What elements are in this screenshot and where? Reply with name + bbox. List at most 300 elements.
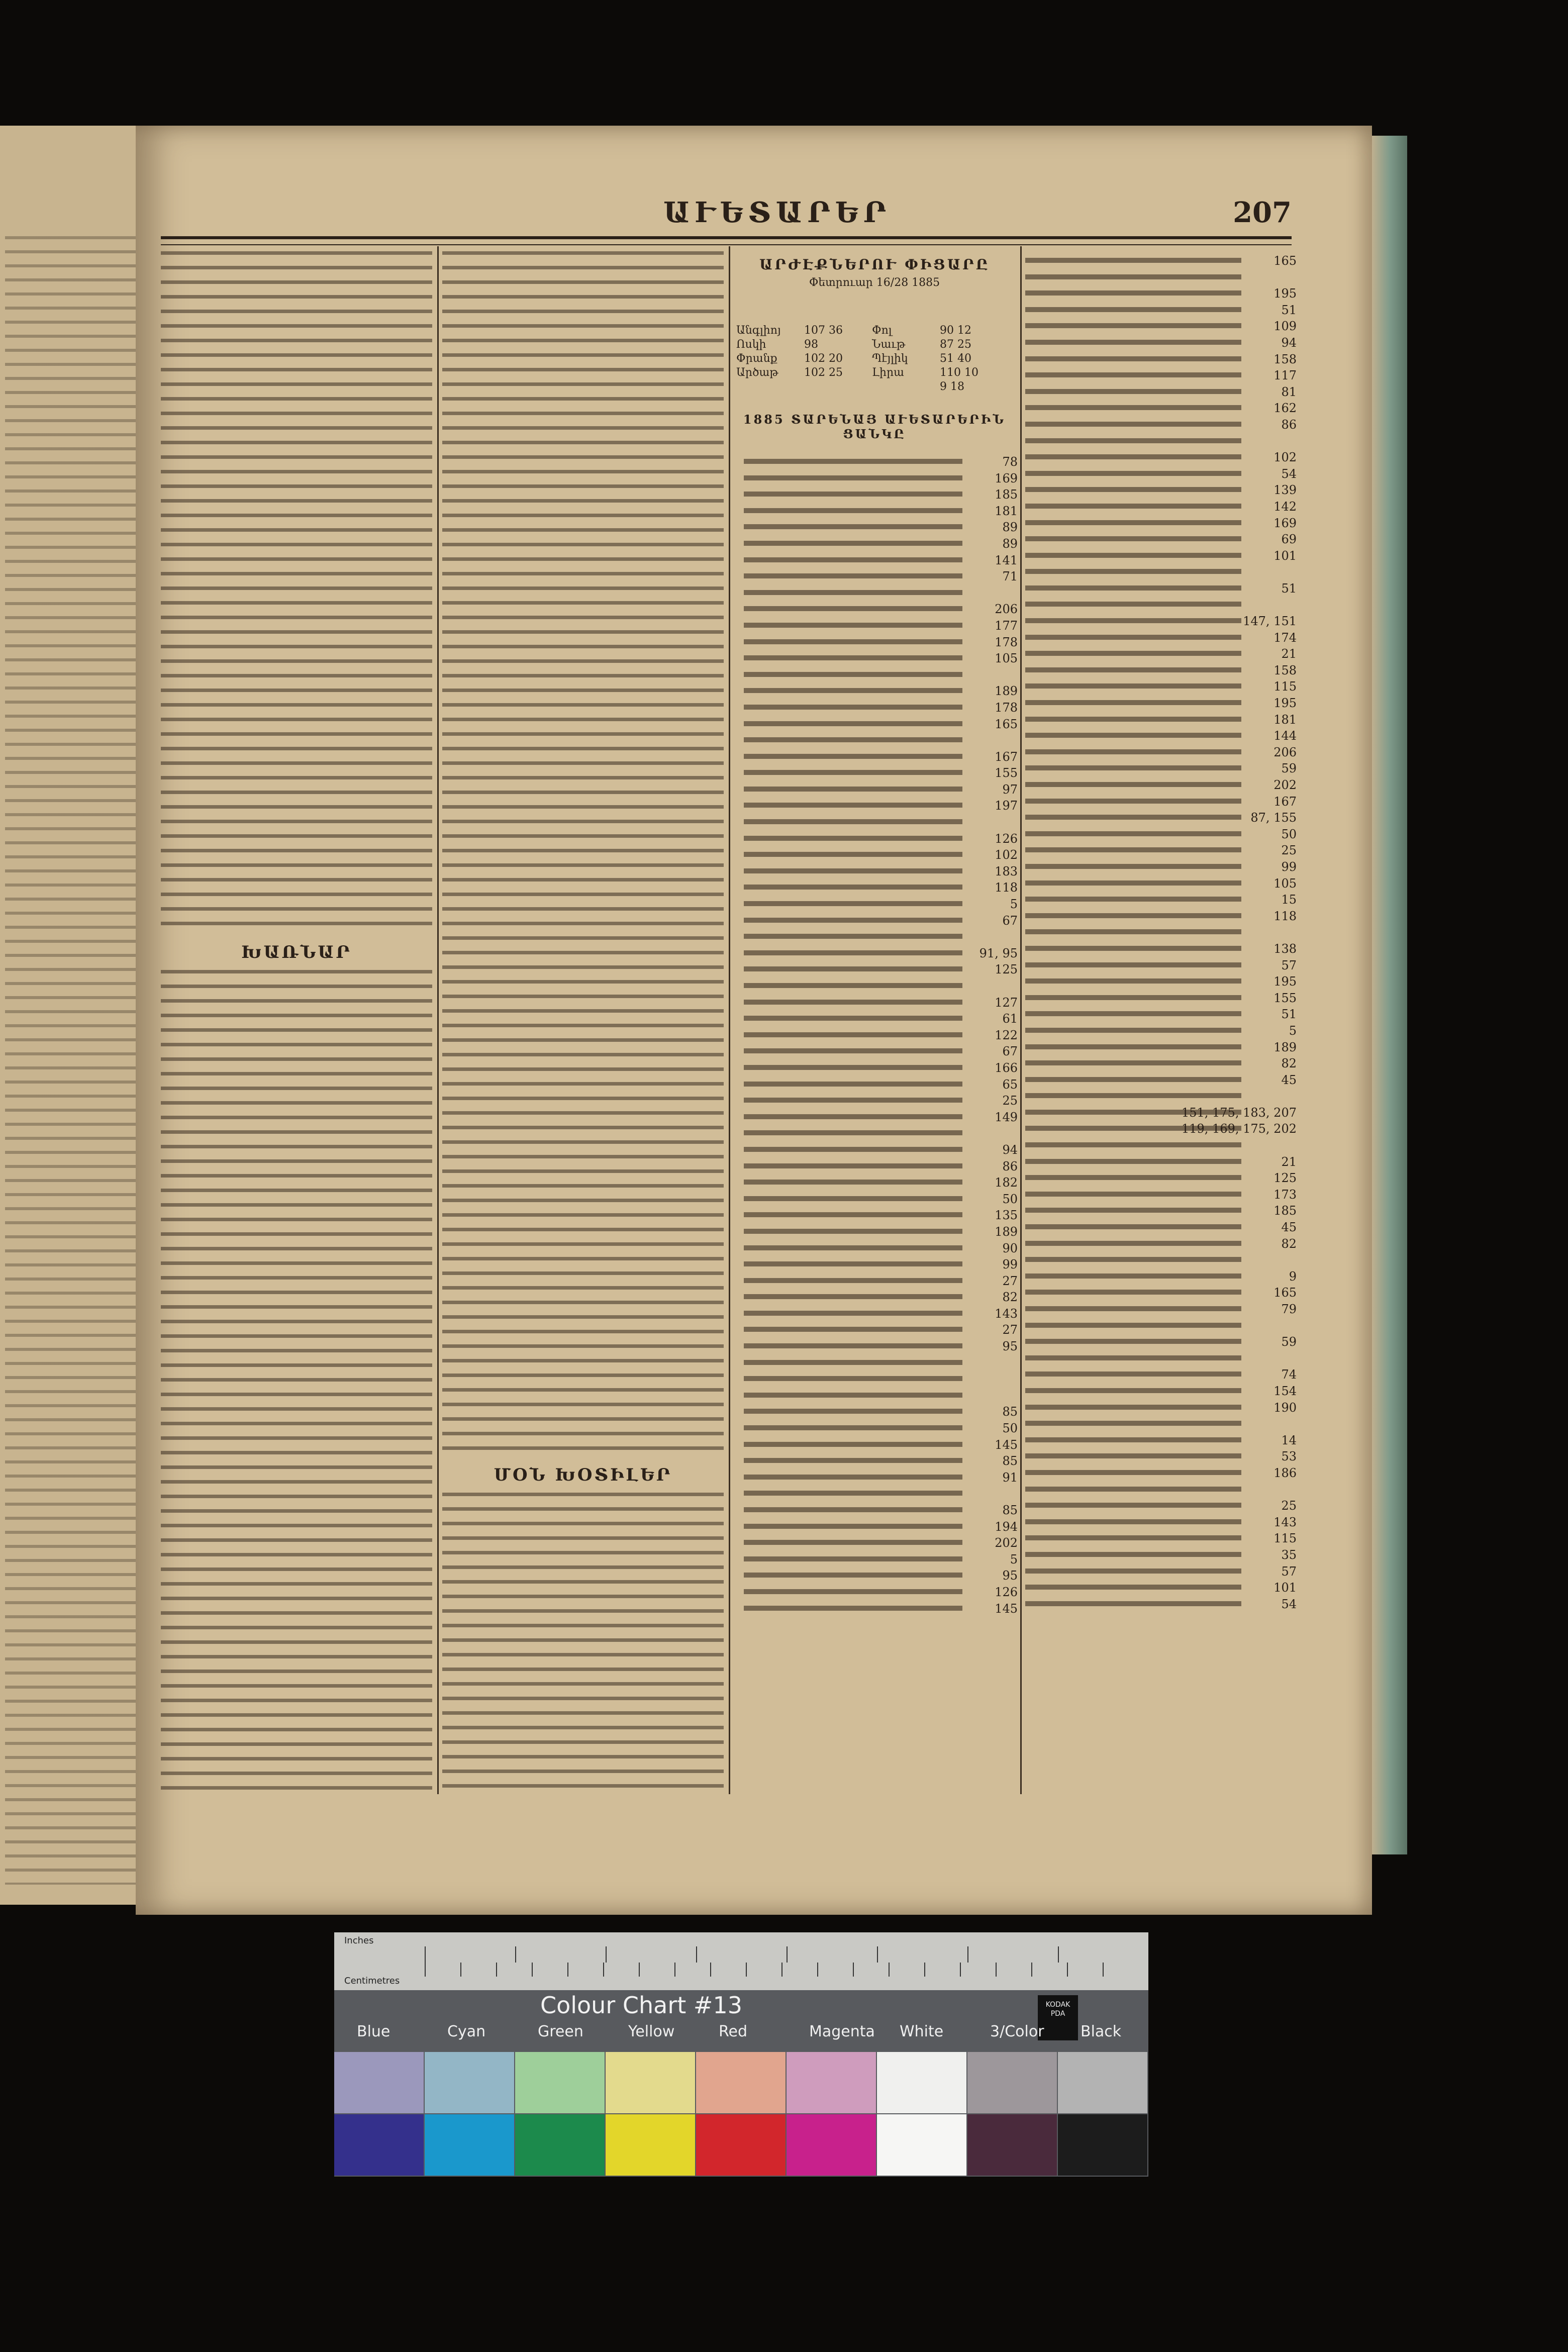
column-1 — [161, 246, 432, 1794]
index-entry — [1025, 1253, 1297, 1269]
exchange-cell: Արծաթ — [736, 366, 778, 379]
ruler-tick — [710, 1963, 711, 1977]
index-entry-page: 105 — [1273, 876, 1297, 891]
index-entry-title — [744, 1540, 962, 1545]
index-entry-page: 125 — [1273, 1171, 1297, 1186]
index-entry-page: 141 — [995, 553, 1018, 567]
index-entry — [744, 1274, 1018, 1291]
index-entry — [744, 1356, 1018, 1373]
exchange-cell — [736, 380, 804, 395]
index-entry-page: 158 — [1273, 663, 1297, 677]
index-entry — [744, 1257, 1018, 1274]
index-entry-page: 158 — [1273, 352, 1297, 366]
index-entry-page: 127 — [995, 995, 1018, 1010]
swatch-label: Cyan — [447, 2023, 486, 2040]
index-entry-title — [744, 541, 962, 546]
index-entry-page: 202 — [1273, 778, 1297, 792]
index-entry-title — [1025, 1371, 1241, 1377]
index-entry-title — [1025, 1552, 1241, 1557]
index-entry — [744, 1520, 1018, 1536]
exchange-row — [736, 324, 1008, 338]
index-entry-page: 177 — [995, 618, 1018, 633]
column-rule — [437, 246, 439, 1794]
index-entry — [744, 1471, 1018, 1487]
index-entry-page: 117 — [1273, 368, 1297, 383]
index-entry — [744, 766, 1018, 782]
index-entry — [1025, 303, 1297, 320]
swatch-label: 3/Color — [990, 2023, 1044, 2040]
index-entry — [1025, 696, 1297, 713]
exchange-cell: 102 25 — [804, 366, 843, 379]
index-entry-page: 126 — [995, 1585, 1018, 1599]
index-entry — [744, 701, 1018, 717]
index-entry — [1025, 1417, 1297, 1433]
index-entry — [744, 815, 1018, 832]
index-entry — [744, 1438, 1018, 1454]
swatch-label: Red — [719, 2023, 747, 2040]
index-entry — [744, 832, 1018, 848]
index-entry — [1025, 811, 1297, 827]
index-entry-page: 178 — [995, 700, 1018, 715]
swatch-dark — [967, 2114, 1057, 2176]
index-entry-title — [744, 1261, 962, 1266]
index-entry-title — [1025, 602, 1241, 607]
colour-chart-card — [334, 1932, 1148, 2177]
index-entry-page: 82 — [1002, 1290, 1018, 1305]
swatch-label: White — [900, 2023, 944, 2040]
index-entry-page: 94 — [1281, 335, 1297, 350]
index-entry — [1025, 1483, 1297, 1499]
exchange-cell: 107 36 — [804, 324, 843, 337]
index-entry-page: 139 — [1273, 483, 1297, 498]
index-entry-page: 61 — [1002, 1012, 1018, 1026]
index-entry-page: 54 — [1281, 466, 1297, 481]
index-entry-title — [1025, 553, 1241, 558]
index-entry — [744, 914, 1018, 930]
index-entry-page: 143 — [995, 1306, 1018, 1321]
index-entry-page: 189 — [995, 1224, 1018, 1239]
ruler-tick — [781, 1963, 782, 1977]
index-entry-title — [1025, 454, 1241, 459]
index-entry-title — [744, 836, 962, 841]
colour-chart-title: Colour Chart #13 — [540, 1992, 742, 2019]
index-entry-page: 173 — [1273, 1187, 1297, 1202]
index-entry — [744, 750, 1018, 766]
index-entry-title — [1025, 422, 1241, 427]
index-entry-title — [744, 672, 962, 677]
swatch-dark — [877, 2114, 966, 2176]
swatch-light — [515, 2052, 605, 2113]
index-entry-title — [744, 1245, 962, 1250]
index-entry-title — [1025, 1060, 1241, 1065]
swatch-dark — [696, 2114, 786, 2176]
index-entry-title — [744, 1278, 962, 1283]
index-entry-page: 78 — [1002, 455, 1018, 469]
index-entry — [744, 602, 1018, 619]
index-entry-page: 94 — [1002, 1142, 1018, 1157]
index-entry-page: 54 — [1281, 1597, 1297, 1611]
index-entry-page: 118 — [1273, 909, 1297, 923]
index-entry — [744, 782, 1018, 799]
index-entry — [744, 1339, 1018, 1356]
index-entry — [744, 1094, 1018, 1110]
ruler-tick — [996, 1963, 997, 1977]
index-entry-page: 86 — [1281, 417, 1297, 432]
ruler-tick — [787, 1946, 788, 1963]
index-entry-page: 79 — [1281, 1302, 1297, 1316]
index-entry-title — [744, 639, 962, 644]
ruler-tick — [817, 1963, 818, 1977]
index-entry-title — [1025, 683, 1241, 689]
index-entry — [744, 471, 1018, 488]
exchange-cell: 90 12 — [940, 324, 971, 337]
index-entry-title — [744, 934, 962, 939]
index-entry — [1025, 729, 1297, 745]
index-entry-title — [744, 819, 962, 824]
page-number: 207 — [1233, 196, 1292, 229]
index-entry-title — [1025, 1421, 1241, 1426]
index-entry-title — [744, 1606, 962, 1611]
index-entry-page: 105 — [995, 651, 1018, 666]
index-entry-page: 189 — [995, 684, 1018, 699]
index-entry — [1025, 991, 1297, 1008]
column-2 — [442, 246, 724, 1794]
index-entry-page: 167 — [1273, 794, 1297, 809]
kodak-logo: KODAK PDA — [1038, 1995, 1078, 2040]
index-entry-page: 59 — [1281, 761, 1297, 776]
exchange-cell: Պէյլիկ — [872, 352, 908, 365]
ruler-tick — [960, 1963, 961, 1977]
exchange-cell: 9 18 — [940, 380, 964, 393]
index-entry — [744, 897, 1018, 914]
ruler-cm-label: Centimetres — [344, 1976, 400, 1986]
index-entry-title — [744, 1065, 962, 1070]
index-entry — [744, 946, 1018, 963]
index-entry-page: 143 — [1273, 1515, 1297, 1529]
index-entry-page: 145 — [995, 1437, 1018, 1452]
ruler-tick — [1067, 1963, 1068, 1977]
index-entry-title — [1025, 1601, 1241, 1606]
index-entry-page: 99 — [1002, 1257, 1018, 1272]
ruler-tick — [696, 1946, 697, 1963]
index-entry — [744, 1487, 1018, 1503]
index-entry-page: 178 — [995, 635, 1018, 649]
index-entry-title — [744, 1360, 962, 1365]
exchange-row — [736, 352, 1008, 366]
index-entry-title — [744, 1294, 962, 1299]
index-entry — [1025, 418, 1297, 434]
index-entry-title — [1025, 1355, 1241, 1360]
index-entry-page: 181 — [1273, 712, 1297, 727]
index-entry — [744, 455, 1018, 471]
index-entry-page: 197 — [995, 799, 1018, 813]
index-entry — [1025, 532, 1297, 549]
ruler-tick — [1031, 1963, 1032, 1977]
index-entry-page: 194 — [995, 1519, 1018, 1534]
index-entry — [1025, 876, 1297, 893]
index-entry-page: 57 — [1281, 958, 1297, 972]
swatch-dark — [787, 2114, 876, 2176]
index-entry-title — [1025, 847, 1241, 852]
ruler-tick — [889, 1963, 890, 1977]
index-entry-title — [1025, 438, 1241, 443]
index-entry — [744, 1077, 1018, 1094]
index-entry — [1025, 1499, 1297, 1515]
index-entry — [1025, 467, 1297, 483]
index-entry-page: 135 — [995, 1208, 1018, 1223]
index-entry — [1025, 909, 1297, 926]
index-entry-page: 142 — [1273, 499, 1297, 514]
index-entry-title — [1025, 1470, 1241, 1475]
index-entry-page: 5 — [1289, 1023, 1297, 1038]
index-entry-title — [1025, 962, 1241, 967]
index-entry-page: 145 — [995, 1601, 1018, 1616]
index-column-2 — [1025, 254, 1297, 1613]
exchange-cell: Անգլիոյ — [736, 324, 781, 337]
index-entry-page: 97 — [1002, 782, 1018, 797]
index-entry-page: 144 — [1273, 729, 1297, 743]
index-entry-page: 25 — [1281, 1499, 1297, 1513]
index-entry — [744, 1126, 1018, 1143]
index-entry-title — [1025, 1453, 1241, 1458]
index-entry-page: 85 — [1002, 1405, 1018, 1419]
index-entry-title — [744, 721, 962, 726]
index-entry-title — [1025, 487, 1241, 492]
index-entry — [1025, 1351, 1297, 1368]
index-entry — [1025, 565, 1297, 581]
index-entry-title — [1025, 536, 1241, 541]
index-entry-title — [744, 1180, 962, 1185]
index-entry-page: 169 — [1273, 516, 1297, 530]
index-entry-title — [744, 688, 962, 693]
index-entry — [744, 1421, 1018, 1438]
index-entry — [744, 619, 1018, 635]
index-entry-page: 9 — [1289, 1269, 1297, 1284]
index-entry-page: 202 — [995, 1536, 1018, 1550]
exchange-row — [736, 338, 1008, 352]
ruler-tick — [460, 1963, 461, 1977]
index-entry-title — [744, 1032, 962, 1037]
index-entry-title — [1025, 307, 1241, 312]
exchange-cell: 51 40 — [940, 352, 971, 365]
index-entry — [744, 1044, 1018, 1061]
index-entry — [1025, 1237, 1297, 1253]
index-entry — [1025, 631, 1297, 647]
index-entry-title — [744, 1409, 962, 1414]
swatch-light — [334, 2052, 424, 2113]
index-entry — [744, 1569, 1018, 1585]
section-title: ՄՕՆ ԽՕՏԻԼԵՐ — [494, 1465, 672, 1485]
index-entry — [744, 930, 1018, 946]
index-entry — [1025, 1466, 1297, 1483]
index-entry — [1025, 761, 1297, 778]
index-entry — [744, 1307, 1018, 1323]
index-entry — [744, 1225, 1018, 1241]
index-entry — [1025, 1024, 1297, 1040]
index-column-1 — [744, 455, 1018, 1618]
index-entry-page: 69 — [1281, 532, 1297, 547]
index-entry — [1025, 1073, 1297, 1090]
index-entry-title — [1025, 569, 1241, 574]
index-entry-title — [1025, 667, 1241, 672]
index-entry-title — [1025, 520, 1241, 525]
index-entry-title — [744, 737, 962, 742]
index-entry-page: 155 — [1273, 991, 1297, 1005]
index-entry — [1025, 974, 1297, 991]
index-entry-title — [1025, 946, 1241, 951]
index-entry — [1025, 795, 1297, 811]
index-entry — [1025, 286, 1297, 303]
index-entry — [1025, 450, 1297, 467]
swatch-label: Black — [1081, 2023, 1122, 2040]
index-entry — [744, 1012, 1018, 1028]
index-entry-title — [1025, 1585, 1241, 1590]
text-block — [161, 970, 432, 1794]
index-entry-title — [1025, 1093, 1241, 1098]
exchange-row — [736, 366, 1008, 380]
index-entry-title — [1025, 1224, 1241, 1229]
index-entry-title — [1025, 765, 1241, 770]
index-entry-page: 14 — [1281, 1433, 1297, 1447]
index-entry-title — [1025, 831, 1241, 836]
index-entry-title — [1025, 1273, 1241, 1279]
index-entry — [744, 1208, 1018, 1225]
exchange-cell: Լիրա — [872, 366, 905, 379]
index-entry — [744, 504, 1018, 521]
index-entry-title — [744, 590, 962, 595]
index-entry-title — [744, 918, 962, 923]
index-entry-title — [1025, 815, 1241, 820]
ruler-tick — [532, 1963, 533, 1977]
index-entry — [1025, 1204, 1297, 1220]
index-entry — [744, 635, 1018, 652]
index-entry-title — [1025, 356, 1241, 361]
index-entry-title — [1025, 405, 1241, 410]
index-entry-title — [744, 655, 962, 660]
index-entry — [744, 1241, 1018, 1258]
index-entry-title — [1025, 1208, 1241, 1213]
index-entry-title — [744, 950, 962, 955]
index-entry — [744, 1536, 1018, 1552]
index-entry-page: 165 — [995, 717, 1018, 731]
index-entry-page: 206 — [1273, 745, 1297, 759]
exchange-table — [736, 324, 1008, 395]
index-entry-title — [744, 966, 962, 971]
index-entry-title — [1025, 733, 1241, 738]
index-entry-page: 119, 169, 175, 202 — [1181, 1122, 1297, 1136]
index-entry — [1025, 1138, 1297, 1155]
exchange-date: Փետրուար 16/28 1885 — [809, 276, 940, 289]
index-entry — [1025, 1220, 1297, 1237]
index-entry-title — [1025, 1503, 1241, 1508]
index-entry — [1025, 1269, 1297, 1286]
ruler-tick — [967, 1946, 968, 1963]
index-entry-title — [744, 1524, 962, 1529]
index-entry-title — [744, 868, 962, 873]
index-entry — [744, 651, 1018, 668]
index-entry-page: 122 — [995, 1028, 1018, 1042]
index-entry-title — [1025, 618, 1241, 623]
index-entry-title — [744, 1000, 962, 1005]
index-entry-title — [1025, 1044, 1241, 1049]
index-entry-page: 195 — [1273, 696, 1297, 711]
index-entry-title — [744, 983, 962, 988]
swatch-light — [1058, 2052, 1147, 2113]
index-entry-title — [744, 1212, 962, 1217]
index-entry-title — [1025, 1323, 1241, 1328]
index-entry-page: 53 — [1281, 1449, 1297, 1464]
index-entry-page: 5 — [1010, 1552, 1018, 1566]
index-entry — [1025, 958, 1297, 975]
index-entry-page: 174 — [1273, 630, 1297, 645]
index-entry — [744, 717, 1018, 734]
index-entry-title — [744, 1098, 962, 1103]
index-entry-page: 51 — [1281, 303, 1297, 317]
index-entry-page: 185 — [1273, 1204, 1297, 1218]
index-entry-page: 95 — [1002, 1339, 1018, 1354]
ruler-tick — [877, 1946, 878, 1963]
index-entry — [744, 1061, 1018, 1077]
index-entry-title — [1025, 1257, 1241, 1262]
index-entry-title — [744, 1507, 962, 1512]
index-entry-page: 155 — [995, 766, 1018, 780]
index-entry — [1025, 1449, 1297, 1466]
index-entry-page: 67 — [1002, 913, 1018, 928]
index-entry-title — [1025, 978, 1241, 984]
index-entry — [744, 979, 1018, 996]
index-entry — [1025, 1581, 1297, 1597]
index-entry — [1025, 516, 1297, 533]
index-entry-page: 165 — [1273, 254, 1297, 268]
index-entry-title — [1025, 1535, 1241, 1540]
index-entry-page: 115 — [1273, 1531, 1297, 1546]
index-entry — [1025, 1302, 1297, 1319]
index-entry-page: 74 — [1281, 1367, 1297, 1382]
index-entry-title — [744, 1163, 962, 1168]
index-entry — [744, 1110, 1018, 1127]
index-entry — [744, 1372, 1018, 1389]
index-entry-title — [744, 1393, 962, 1398]
index-entry — [744, 586, 1018, 603]
ruler-tick — [603, 1963, 604, 1977]
index-entry-title — [744, 1114, 962, 1119]
index-entry — [744, 1405, 1018, 1421]
index-entry-title — [1025, 1241, 1241, 1246]
index-entry — [744, 1602, 1018, 1618]
index-entry — [744, 1290, 1018, 1307]
index-entry — [744, 1503, 1018, 1520]
index-entry-page: 25 — [1002, 1094, 1018, 1108]
index-entry-title — [1025, 1175, 1241, 1180]
ruler-tick — [567, 1963, 568, 1977]
index-entry-title — [744, 885, 962, 890]
exchange-title: ԱՐԺԷՔՆԵՐՈՒ ՓԻՑԱՐԸ — [759, 256, 990, 273]
index-entry — [1025, 1040, 1297, 1057]
index-entry-title — [1025, 1159, 1241, 1164]
index-entry-title — [744, 557, 962, 562]
ruler-tick — [746, 1963, 747, 1977]
index-entry — [1025, 254, 1297, 270]
index-entry — [1025, 549, 1297, 565]
index-heading: 1885 ՏԱՐԵՆԱՅ ԱՒԵՏԱՐԵՐԻՆ ՑԱՆԿԸ — [743, 412, 1006, 441]
index-entry-title — [1025, 1339, 1241, 1344]
exchange-cell: 110 10 — [940, 366, 978, 379]
index-entry-title — [744, 803, 962, 808]
swatch-light — [425, 2052, 514, 2113]
index-entry — [744, 1389, 1018, 1405]
index-entry — [744, 1585, 1018, 1602]
index-entry — [1025, 1007, 1297, 1024]
